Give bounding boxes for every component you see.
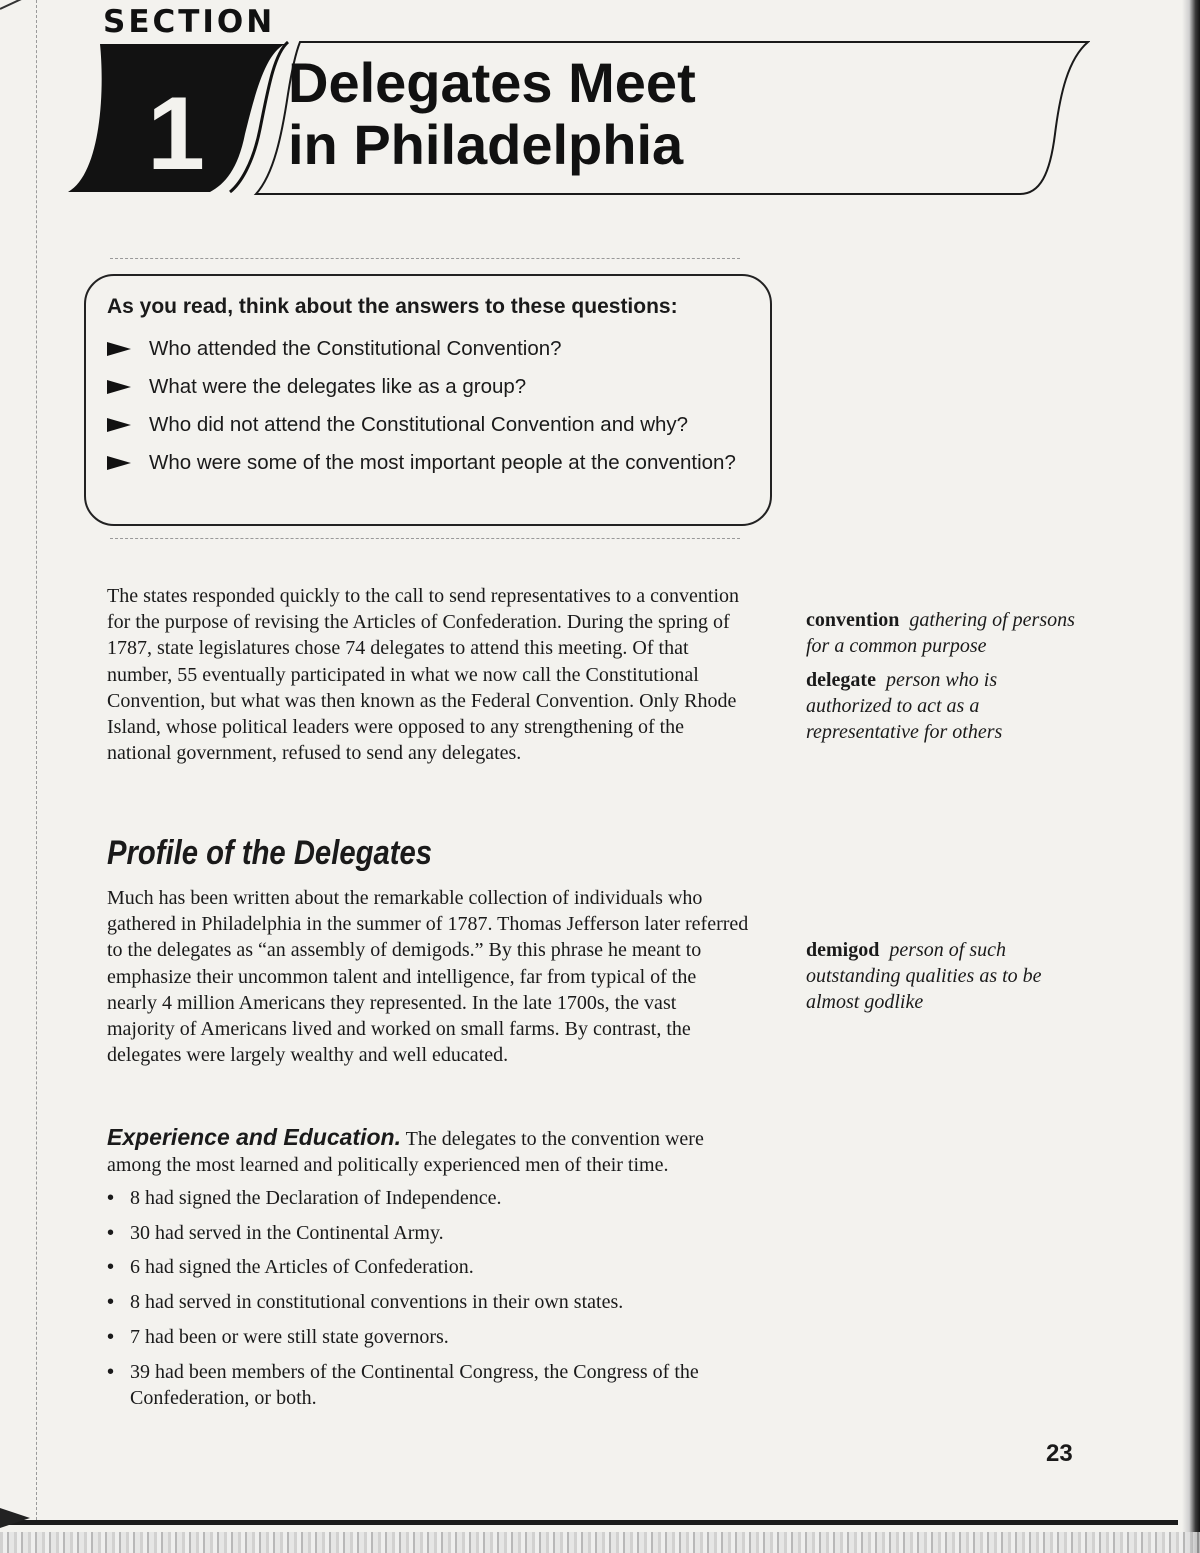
questions-list (107, 334, 757, 486)
question-box-shadow-top (110, 258, 740, 259)
glossary-entry-convention (806, 607, 1078, 659)
intro-paragraph: The states responded quickly to the call to send representatives to a convention for the purpose of revising the Articles of Confederation. During the spring of 1787, state legislatures chose 74 delegates to attend this meeting. Of that number, 55 eventually participated in what we now call the Constitutional Convention, but what was then known as the Federal Convention. Only Rhode Island, whose political leaders were opposed to any strengthening of the national government, refused to send any delegates. (107, 585, 740, 765)
corner-mark (0, 0, 31, 10)
experience-text: The delegates to the convention were among the most learned and politically experienced men of their time. (107, 1128, 704, 1177)
glossary-term: delegate (806, 669, 876, 691)
experience-heading: Experience and Education. (107, 1124, 401, 1150)
page-tab-marker (0, 1508, 30, 1528)
title-line-2: in Philadelphia (288, 113, 684, 176)
page-edge (36, 0, 37, 1520)
fact-item: • 8 had signed the Declaration of Independence. (107, 1185, 757, 1211)
fact-item: • 6 had signed the Articles of Confederation. (107, 1254, 757, 1280)
arrow-bullet-icon (107, 342, 131, 356)
question-item: Who did not attend the Constitutional Convention and why? (107, 410, 757, 439)
profile-heading: Profile of the Delegates (107, 834, 432, 872)
glossary-definition: gathering of persons for a common purpose (806, 609, 1075, 657)
glossary-definition: person of such outstanding qualities as to be almost godlike (806, 939, 1042, 1013)
questions-heading: As you read, think about the answers to these questions: (107, 295, 678, 318)
question-item: Who attended the Constitutional Convention? (107, 334, 757, 363)
glossary-entry-delegate (806, 667, 1078, 745)
question-item: Who were some of the most important people at the convention? (107, 448, 757, 477)
glossary-term: demigod (806, 939, 880, 961)
arrow-bullet-icon (107, 380, 131, 394)
fact-item: • 39 had been members of the Continental Congress, the Congress of the Confederation, or both. (107, 1359, 757, 1411)
bottom-rule (0, 1520, 1178, 1525)
glossary-definition: person who is authorized to act as a representative for others (806, 669, 1003, 743)
scan-noise-strip (0, 1532, 1200, 1553)
title-line-1: Delegates Meet (288, 51, 696, 114)
page-binding-shadow (1182, 0, 1200, 1553)
question-item: What were the delegates like as a group? (107, 372, 757, 401)
profile-paragraph: Much has been written about the remarkable collection of individuals who gathered in Philadelphia in the summer of 1787. Thomas Jefferson later referred to the delegates as “an assembly of demigods.” By this phrase he meant to emphasize their uncommon talent and intelligence, far from typical of the nearly 4 million Americans they represented. In the late 1700s, the vast majority of Americans lived and worked on small farms. By contrast, the delegates were largely wealthy and well educated. (107, 887, 749, 1067)
section-number: 1 (147, 76, 205, 192)
glossary-term: convention (806, 609, 900, 631)
question-box-shadow-bottom (110, 538, 740, 539)
fact-item: • 7 had been or were still state governors. (107, 1324, 757, 1350)
delegate-facts-list (107, 1185, 757, 1419)
page-number: 23 (1046, 1440, 1073, 1467)
fact-item: • 8 had served in constitutional conventions in their own states. (107, 1289, 757, 1315)
experience-paragraph (107, 1124, 749, 1178)
fact-item: • 30 had served in the Continental Army. (107, 1220, 757, 1246)
arrow-bullet-icon (107, 456, 131, 470)
glossary-entry-demigod (806, 937, 1078, 1015)
page-title (288, 52, 696, 176)
section-label: SECTION (103, 4, 276, 40)
arrow-bullet-icon (107, 418, 131, 432)
